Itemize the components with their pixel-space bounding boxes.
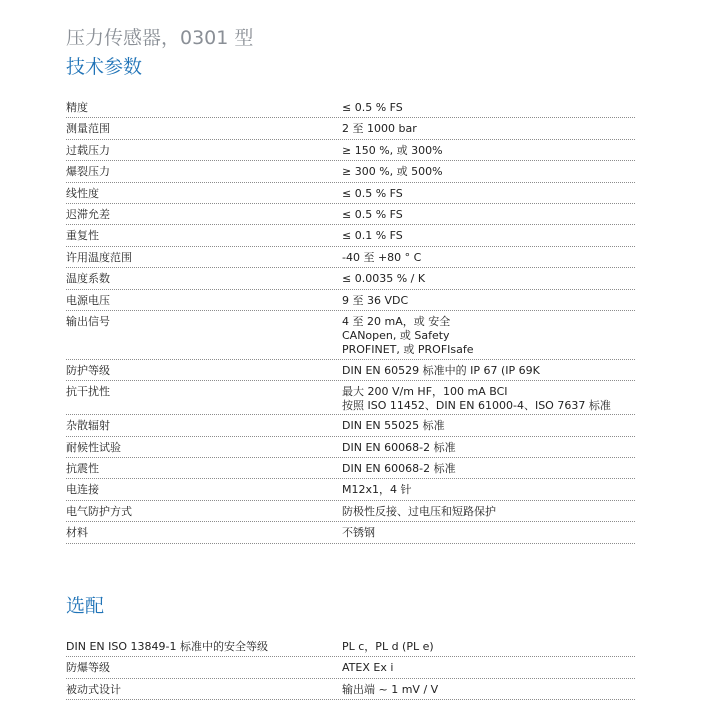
- row-value: [342, 315, 474, 357]
- row-value-line: 最大 200 V/m HF，100 mA BCI: [342, 385, 508, 399]
- row-value-line: ≤ 0.0035 % / K: [342, 272, 426, 286]
- row-value-line: 2 至 1000 bar: [342, 122, 417, 136]
- spec-row: [66, 204, 635, 225]
- spec-row: [66, 360, 635, 381]
- row-value: [342, 144, 443, 158]
- row-label: 耐候性试验: [66, 440, 121, 454]
- row-value: [342, 462, 456, 476]
- row-value: [342, 483, 412, 497]
- section-heading-options: 选配: [66, 595, 105, 617]
- spec-row: [66, 311, 635, 360]
- spec-row: [66, 268, 635, 289]
- row-value-line: M12x1，4 针: [342, 483, 412, 497]
- row-value-line: ≤ 0.1 % FS: [342, 229, 403, 243]
- row-value: [342, 419, 445, 433]
- row-value: [342, 122, 417, 136]
- spec-row: [66, 225, 635, 246]
- row-value-line: 9 至 36 VDC: [342, 293, 409, 307]
- row-value-line: ATEX Ex i: [342, 661, 394, 675]
- row-label: 防爆等级: [66, 661, 110, 675]
- row-value-line: 4 至 20 mA，或 安全: [342, 314, 451, 328]
- spec-row: [66, 290, 635, 311]
- row-label: 测量范围: [66, 122, 110, 136]
- options-table: [66, 636, 635, 700]
- row-value: [342, 640, 434, 654]
- option-row: [66, 679, 635, 700]
- row-label: 线性度: [66, 186, 99, 200]
- row-label: 电连接: [66, 483, 99, 497]
- row-label: 温度系数: [66, 272, 110, 286]
- row-label: DIN EN ISO 13849-1 标准中的安全等级: [66, 640, 268, 653]
- page-title: 压力传感器，0301 型: [66, 27, 254, 49]
- spec-row: [66, 140, 635, 161]
- row-value-line: ≥ 300 %, 或 500%: [342, 165, 443, 179]
- spec-row: [66, 161, 635, 182]
- row-label: 材料: [66, 526, 88, 540]
- row-label: 迟滞允差: [66, 207, 110, 221]
- row-value-line: 按照 ISO 11452、DIN EN 61000-4、ISO 7637 标准: [342, 399, 611, 413]
- row-value: [342, 229, 403, 243]
- row-value: [342, 272, 425, 286]
- row-value-line: -40 至 +80 ° C: [342, 250, 422, 264]
- row-label: 重复性: [66, 229, 99, 243]
- row-label: 杂散辐射: [66, 419, 110, 433]
- row-label: 电气防护方式: [66, 504, 132, 518]
- row-value: [342, 385, 611, 413]
- spec-row: [66, 183, 635, 204]
- spec-row: [66, 247, 635, 268]
- row-value-line: PL c，PL d (PL e): [342, 640, 434, 653]
- row-value-line: 防极性反接、过电压和短路保护: [342, 504, 496, 518]
- spec-row: [66, 118, 635, 139]
- row-value: [342, 208, 403, 222]
- row-label: 许用温度范围: [66, 250, 132, 264]
- row-label: 爆裂压力: [66, 165, 110, 179]
- row-value-line: DIN EN 55025 标准: [342, 419, 445, 433]
- row-value: [342, 165, 443, 179]
- row-label: 过载压力: [66, 143, 110, 157]
- row-label: 抗干扰性: [66, 385, 110, 399]
- row-value-line: DIN EN 60068-2 标准: [342, 462, 456, 476]
- row-value: [342, 683, 438, 697]
- spec-row: [66, 415, 635, 436]
- row-label: 抗震性: [66, 462, 99, 476]
- spec-row: [66, 479, 635, 500]
- spec-row: [66, 458, 635, 479]
- row-value-line: ≤ 0.5 % FS: [342, 186, 403, 200]
- row-value-line: ≤ 0.5 % FS: [342, 207, 403, 221]
- row-value-line: DIN EN 60529 标准中的 IP 67 (IP 69K: [342, 363, 540, 377]
- row-value-line: ≤ 0.5 % FS: [342, 101, 403, 114]
- row-value-line: 输出端 ~ 1 mV / V: [342, 682, 439, 696]
- row-value-line: DIN EN 60068-2 标准: [342, 440, 456, 454]
- row-value: [342, 505, 496, 519]
- row-label: 电源电压: [66, 293, 110, 307]
- option-row: [66, 636, 635, 657]
- row-label: 输出信号: [66, 314, 110, 328]
- row-value: [342, 441, 456, 455]
- row-value: [342, 526, 375, 540]
- row-value-line: 不锈钢: [342, 526, 375, 540]
- row-value: [342, 101, 403, 115]
- spec-row: [66, 437, 635, 458]
- row-value-line: CANopen, 或 Safety: [342, 328, 450, 342]
- spec-row: [66, 522, 635, 543]
- row-value: [342, 187, 403, 201]
- row-value-line: ≥ 150 %, 或 300%: [342, 143, 443, 157]
- row-value: [342, 364, 540, 378]
- spec-row: [66, 97, 635, 118]
- row-value-line: PROFINET, 或 PROFIsafe: [342, 342, 474, 356]
- row-label: 防护等级: [66, 363, 110, 377]
- spec-table: [66, 97, 635, 544]
- section-heading-specs: 技术参数: [66, 56, 143, 78]
- row-label: 精度: [66, 101, 88, 114]
- spec-row: [66, 501, 635, 522]
- row-value: [342, 661, 393, 675]
- option-row: [66, 657, 635, 678]
- row-value: [342, 294, 408, 308]
- spec-row: [66, 381, 635, 415]
- row-value: [342, 251, 421, 265]
- row-label: 被动式设计: [66, 682, 121, 696]
